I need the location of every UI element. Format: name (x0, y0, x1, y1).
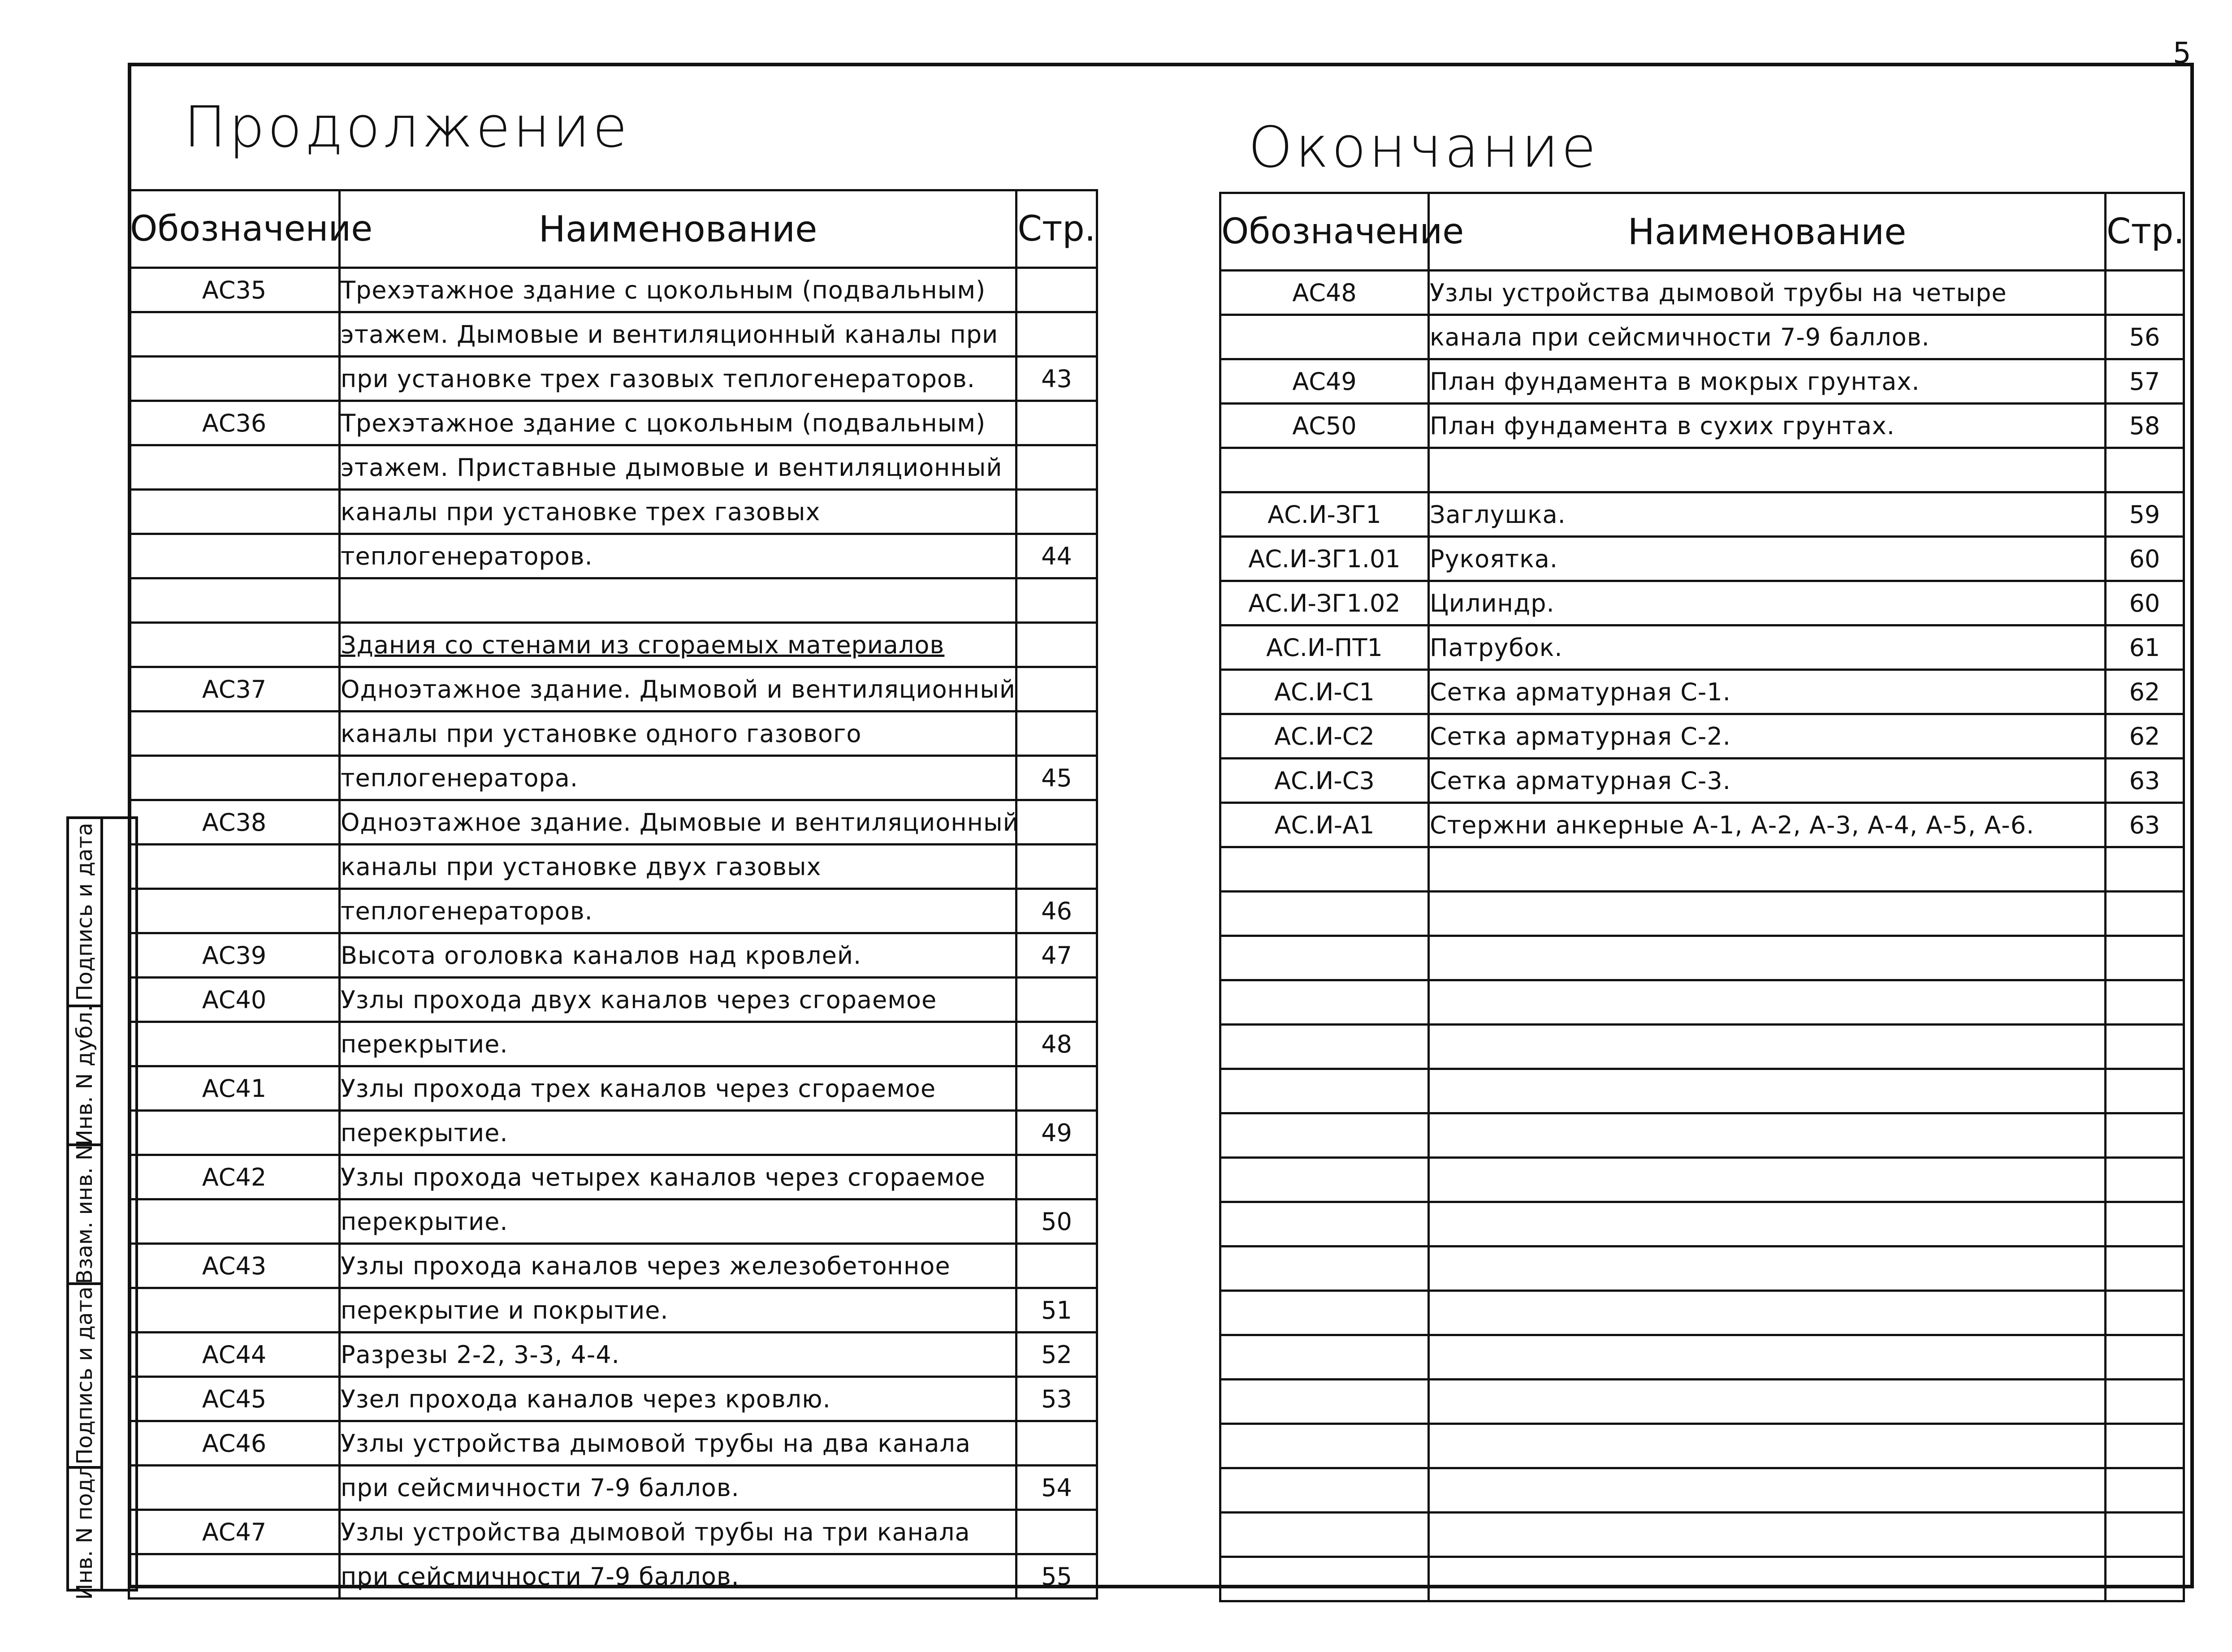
designation-cell: АС47 (129, 1510, 340, 1554)
name-cell: Узлы устройства дымовой трубы на два канала (340, 1421, 1017, 1466)
header-page: Стр. (1017, 190, 1097, 268)
table-row (129, 1244, 1097, 1288)
name-cell: Сетка арматурная С-2. (1429, 714, 2106, 759)
designation-cell: АС49 (1220, 359, 1429, 404)
table-row (129, 889, 1097, 933)
designation-cell (1220, 1468, 1429, 1513)
header-designation: Обозначение (1220, 193, 1429, 271)
strip-cell-signature-date-2 (69, 1285, 100, 1469)
table-row (129, 1510, 1097, 1554)
table-row (1220, 1113, 2184, 1158)
table-row (129, 1066, 1097, 1111)
page-cell (2106, 1158, 2184, 1202)
page-cell (2106, 1291, 2184, 1335)
name-cell: Узлы прохода четырех каналов через сгораемое (340, 1155, 1017, 1199)
table-row (129, 534, 1097, 578)
designation-cell (1220, 1380, 1429, 1424)
designation-cell (1220, 1424, 1429, 1468)
designation-cell (129, 889, 340, 933)
name-cell (1429, 1158, 2106, 1202)
table-row (1220, 537, 2184, 581)
designation-cell: АС44 (129, 1333, 340, 1377)
designation-cell: АС37 (129, 667, 340, 712)
page-cell (1017, 1244, 1097, 1288)
page-cell: 47 (1017, 933, 1097, 978)
designation-cell (1220, 1202, 1429, 1247)
page-cell (1017, 490, 1097, 534)
page-cell (1017, 578, 1097, 623)
table-row (1220, 1158, 2184, 1202)
page-cell: 57 (2106, 359, 2184, 404)
strip-label: Подпись и дата (72, 823, 97, 1001)
designation-cell (1220, 847, 1429, 892)
name-cell (1429, 847, 2106, 892)
designation-cell (129, 578, 340, 623)
designation-cell (1220, 1247, 1429, 1291)
page-cell (2106, 1468, 2184, 1513)
name-cell: Узлы прохода трех каналов через сгораемое (340, 1066, 1017, 1111)
page-cell: 56 (2106, 315, 2184, 359)
page-number: 5 (2173, 37, 2191, 70)
table-row (1220, 625, 2184, 670)
designation-cell: АС.И-С1 (1220, 670, 1429, 714)
name-cell: Узлы устройства дымовой трубы на три канала (340, 1510, 1017, 1554)
page-cell (1017, 978, 1097, 1022)
strip-divider (100, 819, 103, 1589)
page-cell (2106, 1069, 2184, 1113)
table-row (1220, 1202, 2184, 1247)
table-row (1220, 759, 2184, 803)
designation-cell: АС.И-С3 (1220, 759, 1429, 803)
page-cell (2106, 1025, 2184, 1069)
name-cell (1429, 980, 2106, 1025)
name-cell (1429, 1424, 2106, 1468)
header-page: Стр. (2106, 193, 2184, 271)
name-cell: Разрезы 2-2, 3-3, 4-4. (340, 1333, 1017, 1377)
name-cell: Одноэтажное здание. Дымовой и вентиляционный (340, 667, 1017, 712)
page-cell (2106, 1247, 2184, 1291)
left-header-row (129, 190, 1097, 268)
table-row (129, 978, 1097, 1022)
name-cell: Заглушка. (1429, 492, 2106, 537)
page-cell: 63 (2106, 759, 2184, 803)
name-cell (340, 578, 1017, 623)
page-cell (1017, 1155, 1097, 1199)
name-cell: перекрытие. (340, 1199, 1017, 1244)
page-cell: 48 (1017, 1022, 1097, 1066)
page-cell: 61 (2106, 625, 2184, 670)
strip-cell-duplicate-inv (69, 1007, 100, 1146)
page-cell: 60 (2106, 581, 2184, 625)
designation-cell: АС.И-С2 (1220, 714, 1429, 759)
table-row (1220, 936, 2184, 980)
table-row (1220, 492, 2184, 537)
left-heading: Продолжение (184, 94, 630, 160)
page-cell: 49 (1017, 1111, 1097, 1155)
designation-cell: АС43 (129, 1244, 340, 1288)
right-header-row (1220, 193, 2184, 271)
designation-cell: АС50 (1220, 404, 1429, 448)
name-cell: при сейсмичности 7-9 баллов. (340, 1466, 1017, 1510)
left-contents-table (128, 189, 1098, 1600)
page-cell (2106, 892, 2184, 936)
designation-cell (129, 1111, 340, 1155)
table-row (129, 1155, 1097, 1199)
table-row (1220, 1025, 2184, 1069)
page-cell (2106, 936, 2184, 980)
name-cell: каналы при установке двух газовых (340, 845, 1017, 889)
page-cell: 55 (1017, 1554, 1097, 1599)
table-row (129, 845, 1097, 889)
name-cell (1429, 892, 2106, 936)
page-cell (1017, 800, 1097, 845)
name-cell (1429, 1335, 2106, 1380)
page-cell (1017, 401, 1097, 445)
page-cell (2106, 1335, 2184, 1380)
designation-cell (1220, 1335, 1429, 1380)
name-cell: Одноэтажное здание. Дымовые и вентиляционный (340, 800, 1017, 845)
strip-cell-original-inv (69, 1458, 100, 1600)
page-cell (1017, 1421, 1097, 1466)
name-cell: теплогенераторов. (340, 534, 1017, 578)
page-cell (2106, 271, 2184, 315)
page-cell: 58 (2106, 404, 2184, 448)
name-cell (1429, 1025, 2106, 1069)
table-row (129, 1199, 1097, 1244)
page-cell: 52 (1017, 1333, 1097, 1377)
section-title: Здания со стенами из сгораемых материалов (341, 630, 945, 659)
page-cell (1017, 1066, 1097, 1111)
page-cell: 43 (1017, 357, 1097, 401)
designation-cell (129, 623, 340, 667)
table-row (129, 756, 1097, 800)
designation-cell: АС.И-ЗГ1.01 (1220, 537, 1429, 581)
page-cell (2106, 1557, 2184, 1601)
page-cell: 46 (1017, 889, 1097, 933)
name-cell: Рукоятка. (1429, 537, 2106, 581)
designation-cell: АС35 (129, 268, 340, 312)
table-row (129, 1288, 1097, 1333)
left-table-body (129, 268, 1097, 1599)
page-cell: 44 (1017, 534, 1097, 578)
table-row (1220, 714, 2184, 759)
name-cell (1429, 1380, 2106, 1424)
table-row (1220, 1468, 2184, 1513)
table-row (1220, 1291, 2184, 1335)
name-cell: канала при сейсмичности 7-9 баллов. (1429, 315, 2106, 359)
page-cell: 45 (1017, 756, 1097, 800)
designation-cell: АС45 (129, 1377, 340, 1421)
name-cell (1429, 1557, 2106, 1601)
table-row (129, 357, 1097, 401)
designation-cell: АС40 (129, 978, 340, 1022)
table-row (129, 401, 1097, 445)
name-cell: этажем. Дымовые и вентиляционный каналы при (340, 312, 1017, 357)
page-cell (1017, 845, 1097, 889)
page-cell (1017, 312, 1097, 357)
page-cell (1017, 712, 1097, 756)
table-row (1220, 448, 2184, 492)
designation-cell (129, 312, 340, 357)
designation-cell: АС46 (129, 1421, 340, 1466)
page-cell (2106, 847, 2184, 892)
designation-cell (1220, 1158, 1429, 1202)
name-cell: Цилиндр. (1429, 581, 2106, 625)
page-cell (1017, 1510, 1097, 1554)
name-cell: теплогенератора. (340, 756, 1017, 800)
table-row (1220, 892, 2184, 936)
designation-cell (129, 712, 340, 756)
table-row (129, 1466, 1097, 1510)
strip-label: Инв. N подл. (72, 1458, 97, 1600)
page-cell (1017, 667, 1097, 712)
table-row (1220, 670, 2184, 714)
page-cell: 63 (2106, 803, 2184, 847)
page-cell (2106, 1380, 2184, 1424)
name-cell: перекрытие и покрытие. (340, 1288, 1017, 1333)
page-cell (2106, 980, 2184, 1025)
table-row (1220, 581, 2184, 625)
right-contents-table (1219, 192, 2185, 1602)
name-cell: перекрытие. (340, 1022, 1017, 1066)
table-row (129, 1421, 1097, 1466)
page-cell: 60 (2106, 537, 2184, 581)
name-cell (1429, 1113, 2106, 1158)
table-row (1220, 359, 2184, 404)
designation-cell (1220, 1557, 1429, 1601)
designation-cell (129, 1022, 340, 1066)
designation-cell: АС42 (129, 1155, 340, 1199)
designation-cell (1220, 448, 1429, 492)
right-heading: Окончание (1248, 114, 1599, 180)
strip-label: Подпись и дата (72, 1286, 97, 1465)
table-row (1220, 315, 2184, 359)
name-cell: План фундамента в мокрых грунтах. (1429, 359, 2106, 404)
designation-cell: АС38 (129, 800, 340, 845)
page-cell (2106, 1424, 2184, 1468)
table-row (129, 712, 1097, 756)
name-cell (340, 623, 1017, 667)
name-cell (1429, 936, 2106, 980)
page-cell: 59 (2106, 492, 2184, 537)
page-cell: 53 (1017, 1377, 1097, 1421)
strip-cell-signature-date (69, 819, 100, 1007)
name-cell: Сетка арматурная С-3. (1429, 759, 2106, 803)
table-row (1220, 1380, 2184, 1424)
table-row (129, 1333, 1097, 1377)
page-cell (2106, 1513, 2184, 1557)
table-row (129, 578, 1097, 623)
table-row (1220, 1247, 2184, 1291)
name-cell: каналы при установке трех газовых (340, 490, 1017, 534)
page-cell: 62 (2106, 714, 2184, 759)
designation-cell (129, 1466, 340, 1510)
name-cell (1429, 1513, 2106, 1557)
name-cell: при установке трех газовых теплогенераторов. (340, 357, 1017, 401)
designation-cell (129, 845, 340, 889)
table-row (1220, 404, 2184, 448)
designation-cell: АС48 (1220, 271, 1429, 315)
name-cell: этажем. Приставные дымовые и вентиляционный (340, 445, 1017, 490)
name-cell: теплогенераторов. (340, 889, 1017, 933)
designation-cell (129, 445, 340, 490)
designation-cell (1220, 1113, 1429, 1158)
name-cell: Высота оголовка каналов над кровлей. (340, 933, 1017, 978)
table-row (1220, 1513, 2184, 1557)
name-cell: Стержни анкерные А-1, А-2, А-3, А-4, А-5, А-6. (1429, 803, 2106, 847)
designation-cell: АС.И-ЗГ1.02 (1220, 581, 1429, 625)
name-cell: Узлы устройства дымовой трубы на четыре (1429, 271, 2106, 315)
table-row (129, 1111, 1097, 1155)
designation-cell (129, 1288, 340, 1333)
strip-cell-replaced-inv (69, 1146, 100, 1285)
designation-cell (1220, 1291, 1429, 1335)
table-row (129, 312, 1097, 357)
strip-label: Инв. N дубл. (72, 1005, 97, 1146)
table-row (129, 623, 1097, 667)
table-row (129, 800, 1097, 845)
approval-side-strip (66, 816, 138, 1600)
header-name: Наименование (1429, 193, 2106, 271)
table-row (129, 1022, 1097, 1066)
table-row (129, 490, 1097, 534)
designation-cell (129, 1199, 340, 1244)
designation-cell (129, 756, 340, 800)
designation-cell (129, 534, 340, 578)
table-row (129, 268, 1097, 312)
designation-cell (1220, 936, 1429, 980)
table-row (1220, 1557, 2184, 1601)
name-cell (1429, 1069, 2106, 1113)
header-name: Наименование (340, 190, 1017, 268)
designation-cell: АС41 (129, 1066, 340, 1111)
right-table-body (1220, 271, 2184, 1601)
name-cell: Узел прохода каналов через кровлю. (340, 1377, 1017, 1421)
name-cell (1429, 448, 2106, 492)
name-cell: Патрубок. (1429, 625, 2106, 670)
designation-cell (1220, 892, 1429, 936)
table-row (129, 933, 1097, 978)
page-cell (1017, 268, 1097, 312)
name-cell (1429, 1202, 2106, 1247)
name-cell (1429, 1247, 2106, 1291)
page-cell (2106, 448, 2184, 492)
page-cell (1017, 445, 1097, 490)
page-cell (2106, 1113, 2184, 1158)
name-cell: каналы при установке одного газового (340, 712, 1017, 756)
table-row (129, 667, 1097, 712)
table-row (1220, 980, 2184, 1025)
page-cell: 50 (1017, 1199, 1097, 1244)
designation-cell: АС36 (129, 401, 340, 445)
strip-label: Взам. инв. N (72, 1144, 97, 1284)
page-cell: 62 (2106, 670, 2184, 714)
page-cell: 51 (1017, 1288, 1097, 1333)
table-row (129, 1377, 1097, 1421)
header-designation: Обозначение (129, 190, 340, 268)
name-cell: перекрытие. (340, 1111, 1017, 1155)
name-cell: Сетка арматурная С-1. (1429, 670, 2106, 714)
designation-cell (1220, 315, 1429, 359)
designation-cell: АС39 (129, 933, 340, 978)
designation-cell: АС.И-ЗГ1 (1220, 492, 1429, 537)
name-cell: План фундамента в сухих грунтах. (1429, 404, 2106, 448)
table-row (1220, 271, 2184, 315)
name-cell (1429, 1468, 2106, 1513)
page-cell (2106, 1202, 2184, 1247)
designation-cell (1220, 980, 1429, 1025)
designation-cell (129, 357, 340, 401)
table-row (1220, 1069, 2184, 1113)
designation-cell (1220, 1025, 1429, 1069)
designation-cell: АС.И-А1 (1220, 803, 1429, 847)
designation-cell: АС.И-ПТ1 (1220, 625, 1429, 670)
table-row (129, 445, 1097, 490)
table-row (1220, 1335, 2184, 1380)
designation-cell (129, 490, 340, 534)
table-row (1220, 803, 2184, 847)
name-cell: Узлы прохода двух каналов через сгораемое (340, 978, 1017, 1022)
name-cell: Трехэтажное здание с цокольным (подвальным) (340, 401, 1017, 445)
name-cell: Трехэтажное здание с цокольным (подвальным) (340, 268, 1017, 312)
table-row (129, 1554, 1097, 1599)
table-row (1220, 1424, 2184, 1468)
table-row (1220, 847, 2184, 892)
designation-cell (129, 1554, 340, 1599)
name-cell: Узлы прохода каналов через железобетонное (340, 1244, 1017, 1288)
name-cell: при сейсмичности 7-9 баллов. (340, 1554, 1017, 1599)
designation-cell (1220, 1069, 1429, 1113)
designation-cell (1220, 1513, 1429, 1557)
page-cell (1017, 623, 1097, 667)
page-cell: 54 (1017, 1466, 1097, 1510)
name-cell (1429, 1291, 2106, 1335)
